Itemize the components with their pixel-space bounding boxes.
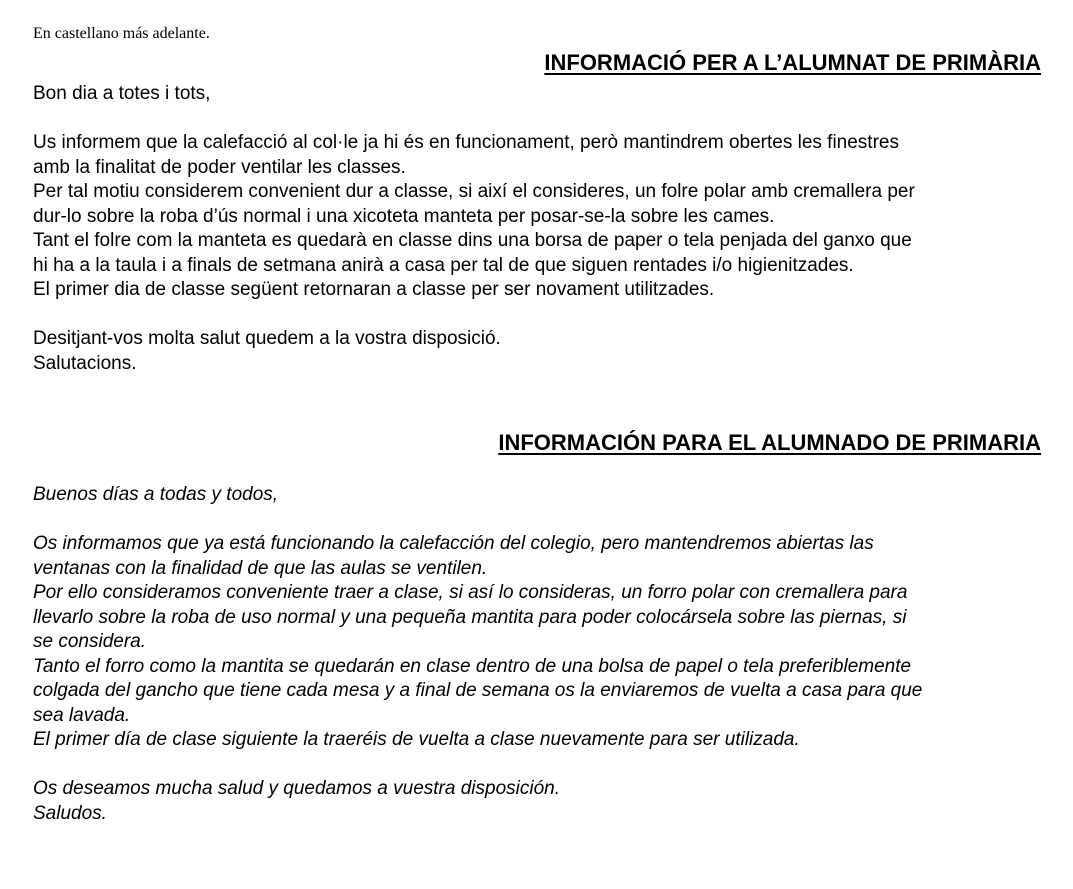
spanish-line: Tanto el forro como la mantita se quedarán en clase dentro de una bolsa de papel o tela preferiblemente [33, 655, 912, 677]
language-note: En castellano más adelante. [33, 25, 210, 42]
spanish-closing: Os deseamos mucha salud y quedamos a vuestra disposición. [33, 778, 560, 799]
spanish-greeting: Buenos días a todas y todos, [33, 484, 279, 505]
catalan-line: Tant el folre com la manteta es quedarà en classe dins una borsa de paper o tela penjada del ganxo que [33, 230, 912, 251]
catalan-line: hi ha a la taula i a finals de setmana anirà a casa per tal de que siguen rentades i/o higienitzades. [33, 254, 854, 276]
catalan-line: El primer dia de classe següent retornaran a classe per ser novament utilitzades. [33, 279, 715, 300]
spanish-line: Os informamos que ya está funcionando la calefacción del colegio, pero mantendremos abiertas las [33, 533, 874, 554]
spanish-line: colgada del gancho que tiene cada mesa y a final de semana os la enviaremos de vuelta a casa para que [33, 680, 923, 701]
catalan-line: dur-lo sobre la roba d’ús normal i una xicoteta manteta per posar-se-la sobre les cames. [33, 205, 775, 227]
spanish-heading: INFORMACIÓN PARA EL ALUMNADO DE PRIMARIA [498, 430, 1041, 455]
spanish-line: ventanas con la finalidad de que las aulas se ventilen. [33, 557, 488, 579]
spanish-line: se considera. [33, 631, 147, 652]
catalan-line: Per tal motiu considerem convenient dur a classe, si així el consideres, un folre polar amb cremallera per [33, 181, 915, 202]
catalan-line: amb la finalitat de poder ventilar les classes. [33, 156, 406, 178]
catalan-closing: Desitjant-vos molta salut quedem a la vostra disposició. [33, 328, 501, 349]
catalan-line: Us informem que la calefacció al col·le ja hi és en funcionament, però mantindrem obertes les finestres [33, 132, 899, 153]
catalan-greeting: Bon dia a totes i tots, [33, 83, 211, 104]
spanish-line: llevarlo sobre la roba de uso normal y una pequeña mantita para poder colocársela sobre las piernas, si [33, 606, 907, 628]
spanish-line: El primer día de clase siguiente la traeréis de vuelta a clase nuevamente para ser utilizada. [33, 729, 800, 750]
spanish-line: sea lavada. [33, 704, 131, 726]
spanish-signoff: Saludos. [33, 802, 107, 824]
catalan-heading: INFORMACIÓ PER A L’ALUMNAT DE PRIMÀRIA [544, 50, 1041, 75]
spanish-body [33, 483, 1043, 826]
catalan-signoff: Salutacions. [33, 352, 137, 374]
catalan-body [33, 82, 1043, 376]
spanish-line: Por ello consideramos conveniente traer a clase, si así lo consideras, un forro polar con cremallera para [33, 582, 908, 603]
